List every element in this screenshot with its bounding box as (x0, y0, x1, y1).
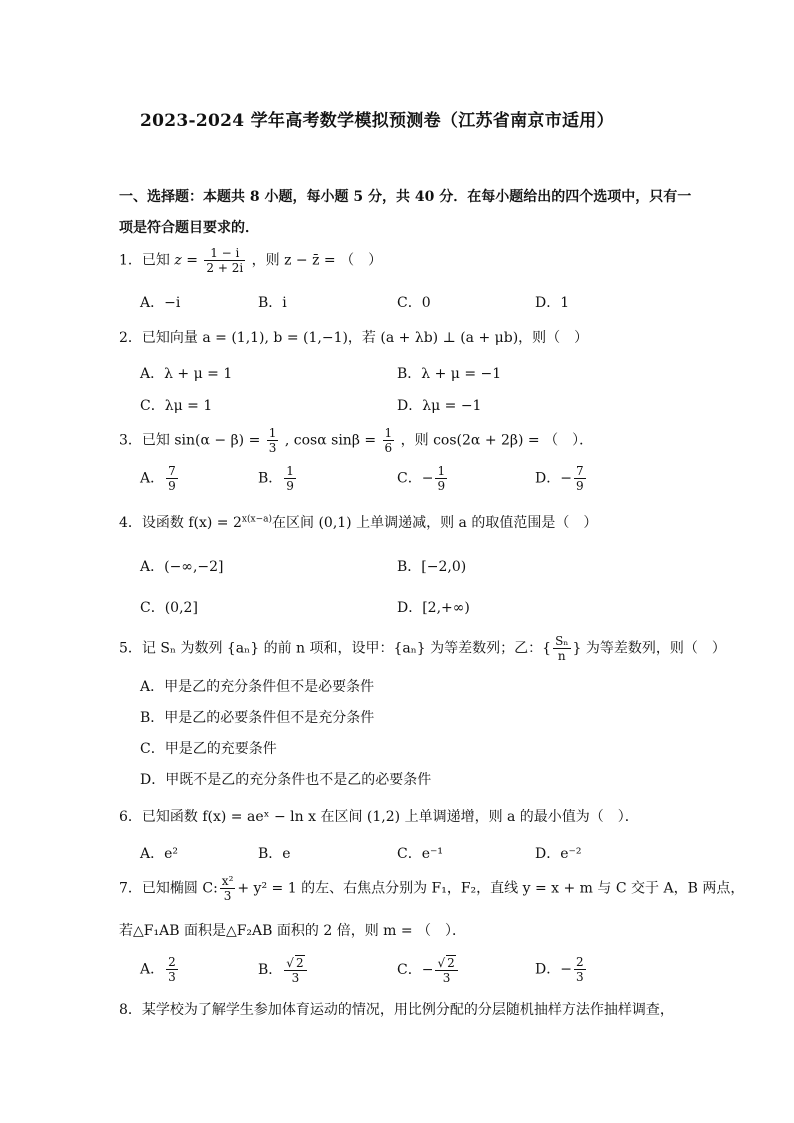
question-1-option-c: C．0 (397, 295, 431, 311)
question-1-option-b: B．i (258, 295, 287, 311)
question-6-option-c: C．e⁻¹ (397, 846, 443, 862)
question-3-option-d: D．− $\frac{7}{9}$ (535, 464, 584, 493)
page-title: 2023-2024 学年高考数学模拟预测卷（江苏省南京市适用） (140, 111, 614, 131)
question-5-stem: 5．记 Sₙ 为数列 {aₙ} 的前 n 项和，设甲：{aₙ} 为等差数列；乙：{ $\frac{\text{Sₙ}}{n}$ } 为等差数列，则（ ） (119, 634, 726, 663)
section-heading-line2: 项是符合题目要求的． (119, 220, 259, 236)
question-7-option-c: C．− $\frac{√ 2}{3}$ (397, 955, 460, 985)
question-1-option-d: D．1 (535, 295, 570, 311)
section-heading-line1: 一、选择题：本题共 8 小题，每小题 5 分，共 40 分．在每小题给出的四个选项中，只有一 (119, 189, 692, 205)
question-2-stem: 2．已知向量 a = (1,1), b = (1,−1)，若 (a + λb) ⊥ (a + μb)，则（ ） (119, 330, 589, 346)
question-3-option-b: B． $\frac{1}{9}$ (258, 464, 294, 493)
question-4-option-a: A．(−∞,−2] (140, 559, 224, 575)
question-3-option-c: C．− $\frac{1}{9}$ (397, 464, 446, 493)
question-7-option-a: A． $\frac{2}{3}$ (140, 955, 176, 984)
question-7-option-d: D．− $\frac{2}{3}$ (535, 955, 584, 984)
question-3-option-a: A． $\frac{7}{9}$ (140, 464, 176, 493)
question-8-stem: 8．某学校为了解学生参加体育运动的情况，用比例分配的分层随机抽样方法作抽样调查， (119, 1002, 674, 1018)
question-6-stem: 6．已知函数 f(x) = aeˣ − ln x 在区间 (1,2) 上单调递增，则 a 的最小值为（ ）． (119, 809, 639, 825)
question-5-option-a: A．甲是乙的充分条件但不是必要条件 (140, 679, 375, 695)
question-6-option-a: A．e² (140, 846, 179, 862)
question-6-option-b: B．e (258, 846, 291, 862)
question-4-stem: 4．设函数 $f(x) = 2^{x(x-a)}$在区间 (0,1) 上单调递减，则 a 的取值范围是（ ） (119, 514, 598, 531)
question-5-option-b: B．甲是乙的必要条件但不是充分条件 (140, 710, 375, 726)
question-5-option-d: D．甲既不是乙的充分条件也不是乙的必要条件 (140, 772, 432, 788)
question-3-stem: 3．已知 sin(α − β) = $\frac{1}{3}$ , cosα sinβ = $\frac{1}{6}$ ，则 cos(2α + 2β) = （ ）． (119, 426, 594, 455)
question-2-option-b: B．λ + μ = −1 (397, 366, 502, 382)
question-2-option-d: D．λμ = −1 (397, 398, 482, 414)
question-4-option-d: D．[2,+∞) (397, 600, 470, 616)
question-1-stem: 1．已知 z = $\frac{1 - i}{2 + 2i}$ ，则 z − z̄ = （ ） (119, 246, 383, 275)
question-5-option-c: C．甲是乙的充要条件 (140, 741, 277, 757)
question-7-option-b: B． $\frac{√ 2}{3}$ (258, 955, 309, 985)
question-2-option-a: A．λ + μ = 1 (140, 366, 233, 382)
question-7-stem-line2: 若△F₁AB 面积是△F₂AB 面积的 2 倍，则 m = （ ）． (119, 923, 467, 939)
question-4-option-b: B．[−2,0) (397, 559, 467, 575)
question-6-option-d: D．e⁻² (535, 846, 582, 862)
question-7-stem: 7．已知椭圆 C: $\frac{\text{x²}}{3}$ + y² = 1 的左、右焦点分别为 F₁，F₂，直线 y = x + m 与 C 交于 A，B 两点， (119, 874, 745, 903)
question-4-option-c: C．(0,2] (140, 600, 198, 616)
question-2-option-c: C．λμ = 1 (140, 398, 213, 414)
question-1-fraction: $\frac{1 - i}{2 + 2i}$ (206, 246, 244, 275)
question-1-option-a: A．−i (140, 295, 181, 311)
